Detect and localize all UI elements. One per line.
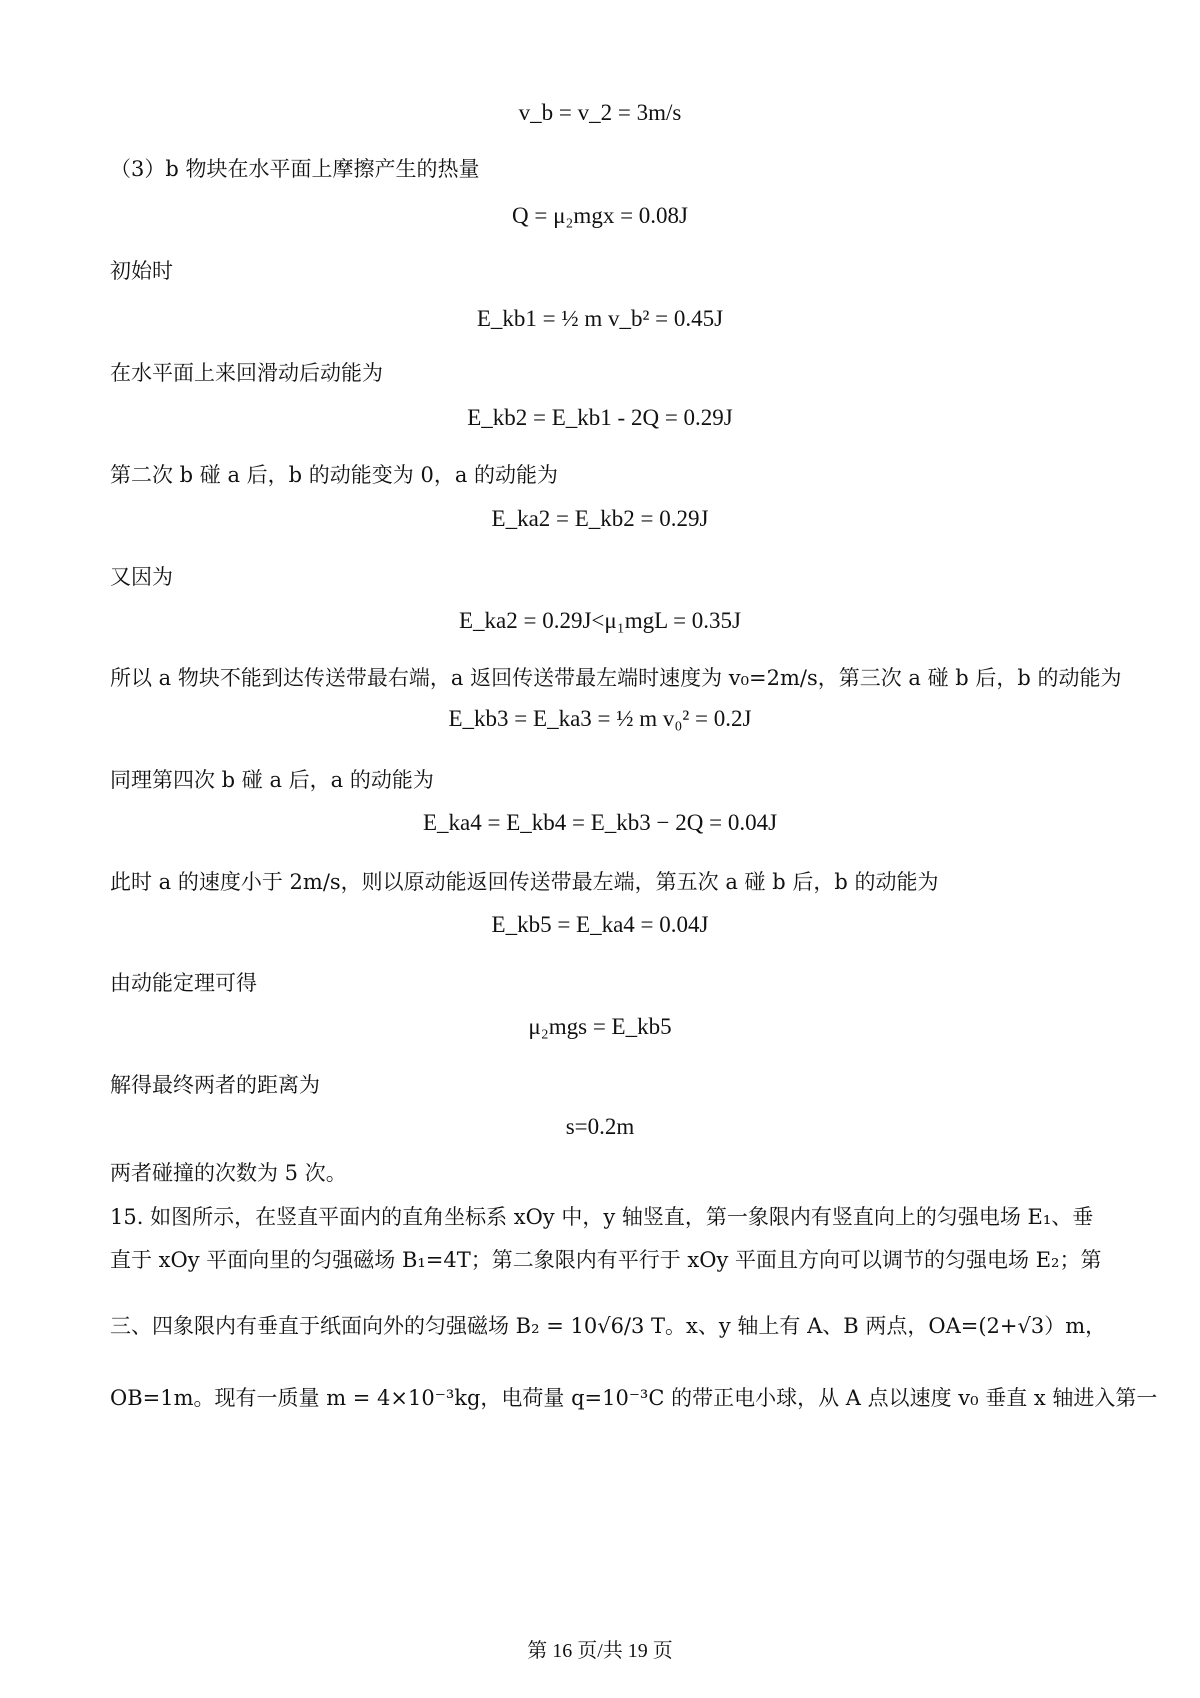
equation-s: s=0.2m [565,1114,635,1139]
equation-compare: E_ka2 = 0.29J<μ₁mgL = 0.35J [458,608,741,633]
question-15-line-1: 15. 如图所示，在竖直平面内的直角坐标系 xOy 中，y 轴竖直，第一象限内有竖直向上的匀强电场 E₁、垂 [110,1205,1094,1229]
paragraph-part3-heading: （3）b 物块在水平面上摩擦产生的热量 [110,157,480,181]
paragraph-third-collision: 所以 a 物块不能到达传送带最右端，a 返回传送带最左端时速度为 v₀=2m/s，第三次 a 碰 b 后，b 的动能为 [110,666,1122,690]
paragraph-because: 又因为 [110,565,173,589]
paragraph-theorem: 由动能定理可得 [110,971,257,995]
question-15-line-4: OB=1m。现有一质量 m = 4×10⁻³kg，电荷量 q=10⁻³C 的带正电小球，从 A 点以速度 v₀ 垂直 x 轴进入第一 [110,1386,1158,1410]
equation-vb: v_b = v_2 = 3m/s [518,100,682,125]
paragraph-solve: 解得最终两者的距离为 [110,1073,320,1097]
equation-Ekb2: E_kb2 = E_kb1 - 2Q = 0.29J [467,405,733,430]
paragraph-second-collision: 第二次 b 碰 a 后，b 的动能变为 0，a 的动能为 [110,463,559,487]
equation-Q: Q = μ₂mgx = 0.08J [512,203,688,228]
paragraph-after-sliding: 在水平面上来回滑动后动能为 [110,361,383,385]
equation-Eka2: E_ka2 = E_kb2 = 0.29J [491,506,709,531]
equation-Eka4: E_ka4 = E_kb4 = E_kb3 − 2Q = 0.04J [422,810,778,835]
page-footer: 第 16 页/共 19 页 [527,1640,673,1662]
question-15-line-2: 直于 xOy 平面向里的匀强磁场 B₁=4T；第二象限内有平行于 xOy 平面且方向可以调节的匀强电场 E₂；第 [110,1248,1102,1272]
equation-Ekb1: E_kb1 = ½ m v_b² = 0.45J [476,306,724,331]
paragraph-fourth-collision: 同理第四次 b 碰 a 后，a 的动能为 [110,768,434,792]
equation-Ekb3: E_kb3 = E_ka3 = ½ m v₀² = 0.2J [448,706,752,731]
paragraph-initial: 初始时 [110,259,173,283]
equation-Ekb5: E_kb5 = E_ka4 = 0.04J [491,912,709,937]
question-15-line-3: 三、四象限内有垂直于纸面向外的匀强磁场 B₂ = 10√6/3 T。x、y 轴上有 A、B 两点，OA=(2+√3）m， [110,1314,1107,1338]
equation-theorem: μ₂mgs = E_kb5 [528,1014,672,1039]
paragraph-fifth-collision: 此时 a 的速度小于 2m/s，则以原动能返回传送带最左端，第五次 a 碰 b 后，b 的动能为 [110,870,939,894]
paragraph-count: 两者碰撞的次数为 5 次。 [110,1161,347,1185]
